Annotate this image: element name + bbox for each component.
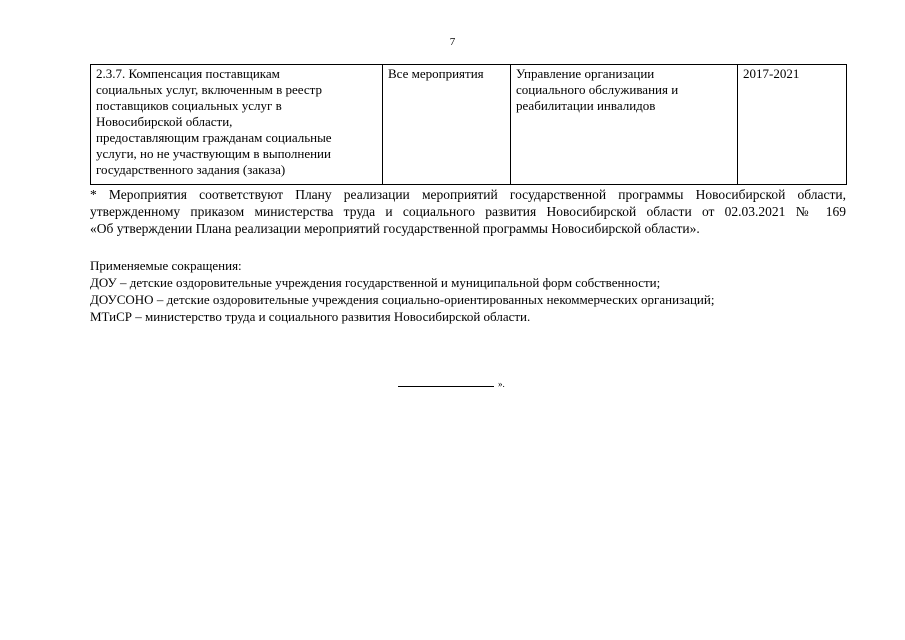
item-text-line: предоставляющим гражданам социальные (96, 130, 332, 145)
executor-text-line: социального обслуживания и (516, 82, 679, 97)
abbreviation-item: ДОУСОНО – детские оздоровительные учреждения социально-ориентированных некоммерческих организаций; (90, 292, 715, 307)
footnote (90, 186, 846, 237)
closing-quote: ». (498, 379, 505, 389)
abbreviations-title: Применяемые сокращения: (90, 258, 242, 273)
plan-table (90, 64, 847, 185)
period-cell (738, 65, 847, 185)
executor-cell (511, 65, 738, 185)
item-text-line: услуги, но не участвующим в выполнении (96, 146, 331, 161)
closing-rule (398, 386, 494, 387)
table-row (91, 65, 847, 185)
item-text-line: Новосибирской области, (96, 114, 233, 129)
item-cell (91, 65, 383, 185)
period-text: 2017-2021 (743, 66, 800, 81)
abbreviations-block (90, 257, 846, 325)
footnote-line: * Мероприятия соответствуют Плану реализации мероприятий государственной программы Новосибирской области, (90, 187, 846, 202)
abbreviation-item: ДОУ – детские оздоровительные учреждения государственной и муниципальной форм собственности; (90, 275, 661, 290)
activity-text: Все мероприятия (388, 66, 484, 81)
closing-mark (398, 378, 505, 390)
page-number: 7 (449, 36, 456, 48)
executor-text-line: Управление организации (516, 66, 655, 81)
item-text-line: поставщиков социальных услуг в (96, 98, 282, 113)
item-text-line: социальных услуг, включенным в реестр (96, 82, 323, 97)
item-text-line: государственного задания (заказа) (96, 162, 286, 177)
footnote-line: утвержденному приказом министерства труда и социального развития Новосибирской области от 02.03.2021 № 169 (90, 204, 846, 219)
abbreviation-item: МТиСР – министерство труда и социального развития Новосибирской области. (90, 309, 531, 324)
footnote-line: «Об утверждении Плана реализации мероприятий государственной программы Новосибирской области». (90, 221, 700, 236)
activity-cell (383, 65, 511, 185)
executor-text-line: реабилитации инвалидов (516, 98, 656, 113)
item-text-line: 2.3.7. Компенсация поставщикам (96, 66, 280, 81)
